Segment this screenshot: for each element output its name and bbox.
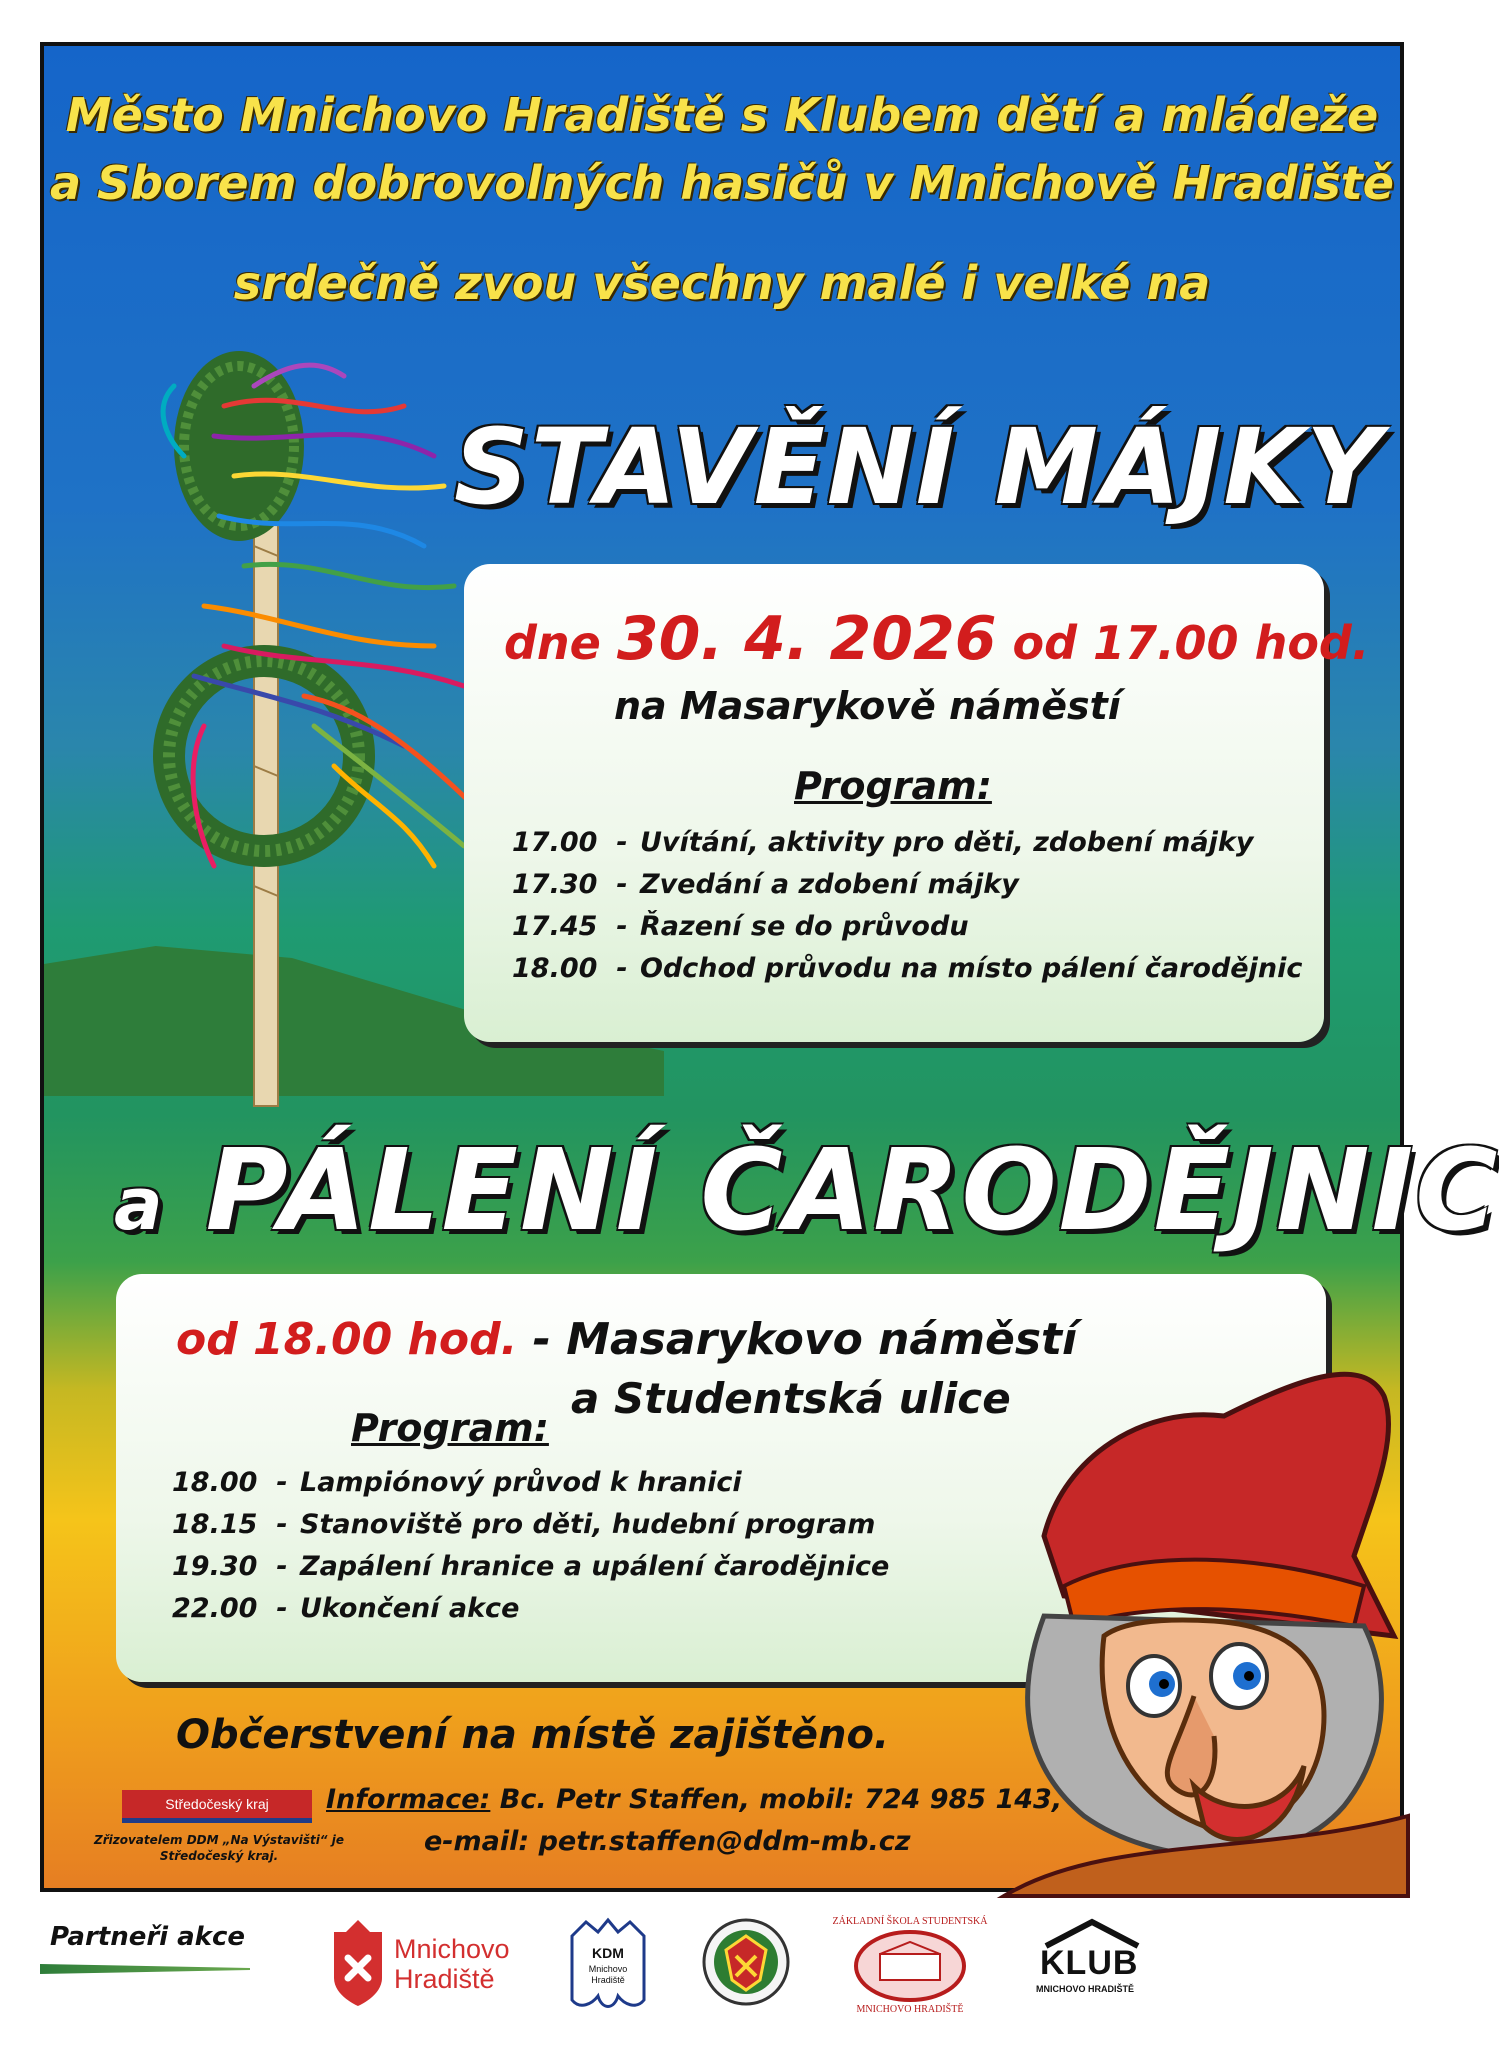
poster bbox=[40, 42, 1499, 1892]
event1-place: na Masarykově náměstí bbox=[614, 684, 1121, 728]
organizers-line-2: a Sborem dobrovolných hasičů v Mnichově Hradiště bbox=[50, 156, 1394, 210]
contact-label: Informace: bbox=[326, 1784, 491, 1815]
stredocesky-kraj-badge: Středočeský kraj bbox=[122, 1790, 312, 1823]
event1-date: 30. 4. 2026 bbox=[616, 604, 997, 674]
witch-illustration bbox=[1004, 1336, 1408, 1896]
contact-line-1 bbox=[326, 1784, 1062, 1815]
mnichovo-hradiste-wordmark: Mnichovo Hradiště bbox=[394, 1934, 510, 1994]
event2-program-item: 22.00 - Ukončení akce bbox=[172, 1593, 520, 1624]
kdm-logo-text: KDM bbox=[592, 1945, 624, 1961]
invitation-line: srdečně zvou všechny malé i velké na bbox=[233, 256, 1211, 310]
partner-kdm[interactable] bbox=[566, 1916, 650, 2016]
event1-program-list bbox=[512, 822, 1302, 990]
event1-program-item: 18.00 - Odchod průvodu na místo pálení čarodějnic bbox=[512, 953, 1303, 984]
event1-panel bbox=[464, 564, 1370, 1042]
event2-program-list bbox=[172, 1462, 889, 1630]
school-bottom-text: MNICHOVO HRADIŠTĚ bbox=[856, 2004, 964, 2015]
event1-program-item: 17.45 - Řazení se do průvodu bbox=[512, 911, 969, 942]
partner-firefighters[interactable] bbox=[700, 1916, 792, 2012]
event2-time: od 18.00 hod. bbox=[176, 1314, 518, 1365]
event2-program-item: 19.30 - Zapálení hranice a upálení čarodějnice bbox=[172, 1551, 890, 1582]
event2-program-item: 18.00 - Lampiónový průvod k hranici bbox=[172, 1467, 742, 1498]
kdm-logo-icon bbox=[566, 1916, 650, 2012]
organizers-heading bbox=[44, 81, 1400, 217]
event1-date-line bbox=[504, 604, 1369, 674]
event1-program-item: 17.30 - Zvedání a zdobení májky bbox=[512, 869, 1019, 900]
refreshments-note: Občerstvení na místě zajištěno. bbox=[176, 1712, 890, 1758]
event1-program-label: Program: bbox=[794, 764, 992, 808]
kdm-logo-line3: Hradiště bbox=[591, 1975, 625, 1985]
event2-place-1: - Masarykovo náměstí bbox=[532, 1314, 1078, 1365]
school-emblem-icon bbox=[832, 1906, 988, 2016]
contact-name-phone: Bc. Petr Staffen, mobil: 724 985 143, bbox=[499, 1784, 1063, 1815]
kdm-logo-line2: Mnichovo bbox=[588, 1964, 628, 1974]
town-crest-icon bbox=[330, 1918, 386, 2008]
event1-date-prefix: dne bbox=[504, 616, 601, 670]
event2-program-label: Program: bbox=[351, 1406, 549, 1450]
partner-zs-studentska[interactable] bbox=[832, 1906, 988, 2020]
organizers-line-1: Město Mnichovo Hradiště s Klubem dětí a mládeže bbox=[65, 88, 1379, 142]
event2-place-2: a Studentská ulice bbox=[571, 1374, 1011, 1423]
partner-klub[interactable] bbox=[1032, 1918, 1152, 2008]
contact-email: e-mail: petr.staffen@ddm-mb.cz bbox=[424, 1826, 911, 1857]
partners-underline bbox=[40, 1964, 250, 1974]
event1-program-item: 17.00 - Uvítání, aktivity pro děti, zdobení májky bbox=[512, 827, 1254, 858]
event2-time-line bbox=[176, 1314, 1077, 1365]
klub-wordmark: KLUB bbox=[1040, 1944, 1139, 1982]
event2-program-item: 18.15 - Stanoviště pro děti, hudební program bbox=[172, 1509, 876, 1540]
school-top-text: ZÁKLADNÍ ŠKOLA STUDENTSKÁ bbox=[832, 1916, 988, 1927]
event2-title-prefix: a bbox=[114, 1162, 165, 1246]
sponsor-note: Zřizovatelem DDM „Na Výstavišti“ je Středočeský kraj. bbox=[94, 1833, 344, 1863]
partners-label: Partneři akce bbox=[50, 1922, 245, 1952]
klub-subtitle: MNICHOVO HRADIŠTĚ bbox=[1036, 1984, 1135, 1994]
firefighters-emblem-icon bbox=[700, 1916, 792, 2008]
event2-title-main: PÁLENÍ ČARODĚJNIC bbox=[205, 1126, 1499, 1256]
partner-mnichovo-hradiste[interactable] bbox=[330, 1918, 530, 2008]
event1-title: STAVĚNÍ MÁJKY bbox=[454, 406, 1384, 528]
event2-title bbox=[114, 1126, 1499, 1256]
event1-time: od 17.00 hod. bbox=[1012, 616, 1370, 670]
